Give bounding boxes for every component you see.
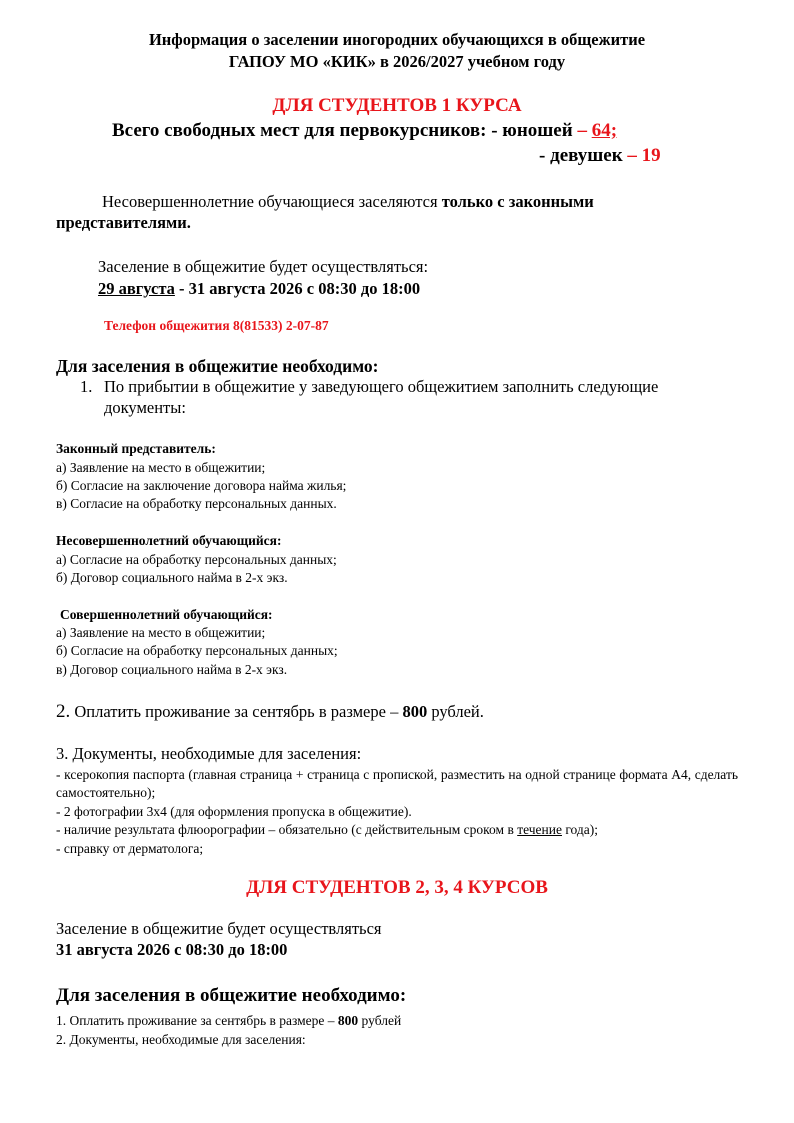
settlement-dates — [98, 279, 420, 299]
step3-item-photos: - 2 фотографии 3х4 (для оформления пропуска в общежитие). — [56, 804, 412, 819]
minor-title: Несовершеннолетний обучающийся: — [56, 533, 282, 548]
step1-line1: По прибытии в общежитие у заведующего общежитием заполнить следующие — [104, 377, 659, 396]
minors-bold-1: только с законными — [441, 192, 594, 211]
adult-item: б) Согласие на обработку персональных данных; — [56, 643, 338, 658]
doc-title-line1: Информация о заселении иногородних обучающихся в общежитие — [148, 30, 646, 49]
senior-item1-text: 1. Оплатить проживание за сентябрь в размере – — [56, 1013, 338, 1028]
step2-line — [56, 701, 484, 723]
free-places-label: Всего свободных мест для первокурсников: - юношей — [112, 120, 578, 141]
fluoro-text: - наличие результата флюорографии – обязательно (с действительным сроком в — [56, 822, 518, 837]
adult-item: а) Заявление на место в общежитии; — [56, 625, 266, 640]
girls-count: – 19 — [627, 145, 661, 166]
step2-text: Оплатить проживание за сентябрь в размере – — [70, 702, 403, 721]
girls-line — [539, 145, 661, 167]
free-places-line — [112, 120, 617, 142]
legal-rep-item: в) Согласие на обработку персональных данных. — [56, 496, 337, 511]
step3-item-derm: - справку от дерматолога; — [56, 841, 204, 856]
step3-title: 3. Документы, необходимые для заселения: — [56, 744, 362, 763]
senior-required-heading: Для заселения в общежитие необходимо: — [56, 985, 407, 1006]
fluoro-end: года); — [561, 822, 599, 837]
minor-item: б) Договор социального найма в 2-х экз. — [56, 570, 288, 585]
step2-number: 2. — [56, 701, 71, 722]
senior-item1-unit: рублей — [358, 1013, 402, 1028]
step2-amount: 800 — [402, 702, 428, 721]
first-year-heading: ДЛЯ СТУДЕНТОВ 1 КУРСА — [272, 95, 522, 116]
senior-item2: 2. Документы, необходимые для заселения: — [56, 1032, 306, 1047]
adult-item: в) Договор социального найма в 2-х экз. — [56, 662, 288, 677]
step1-number: 1. — [80, 377, 93, 396]
senior-heading: ДЛЯ СТУДЕНТОВ 2, 3, 4 КУРСОВ — [246, 877, 548, 898]
doc-title-line2: ГАПОУ МО «КИК» в 2026/2027 учебном году — [228, 52, 566, 71]
date-rest: - 31 августа 2026 с 08:30 до 18:00 — [174, 279, 421, 298]
required-heading: Для заселения в общежитие необходимо: — [56, 356, 379, 376]
step2-unit: рублей. — [427, 702, 484, 721]
senior-settlement-intro: Заселение в общежитие будет осуществляться — [56, 919, 382, 938]
minors-paragraph-line1 — [102, 192, 594, 212]
fluoro-underlined: течение — [517, 822, 562, 837]
dorm-phone: Телефон общежития 8(81533) 2-07-87 — [104, 318, 329, 333]
settlement-intro: Заселение в общежитие будет осуществляться: — [98, 257, 429, 276]
senior-item1 — [56, 1013, 401, 1029]
girls-label: - девушек — [539, 145, 628, 166]
minors-text: Несовершеннолетние обучающиеся заселяются — [102, 192, 442, 211]
step3-item-fluoro — [56, 822, 598, 838]
step1-line2: документы: — [104, 398, 186, 417]
step3-item-passport: - ксерокопия паспорта (главная страница + страница с пропиской, разместить на одной странице формата А4, сделать самостоятельно); — [56, 767, 738, 800]
adult-title: Совершеннолетний обучающийся: — [60, 607, 273, 622]
legal-rep-item: а) Заявление на место в общежитии; — [56, 460, 266, 475]
legal-rep-title: Законный представитель: — [56, 441, 216, 456]
date-start: 29 августа — [98, 279, 175, 298]
boys-count: 64; — [591, 120, 618, 141]
boys-dash: – — [577, 120, 592, 141]
senior-item1-amount: 800 — [337, 1013, 359, 1028]
minor-item: а) Согласие на обработку персональных данных; — [56, 552, 337, 567]
senior-settlement-date: 31 августа 2026 с 08:30 до 18:00 — [56, 940, 288, 959]
legal-rep-item: б) Согласие на заключение договора найма жилья; — [56, 478, 347, 493]
minors-bold-2: представителями. — [56, 213, 191, 232]
